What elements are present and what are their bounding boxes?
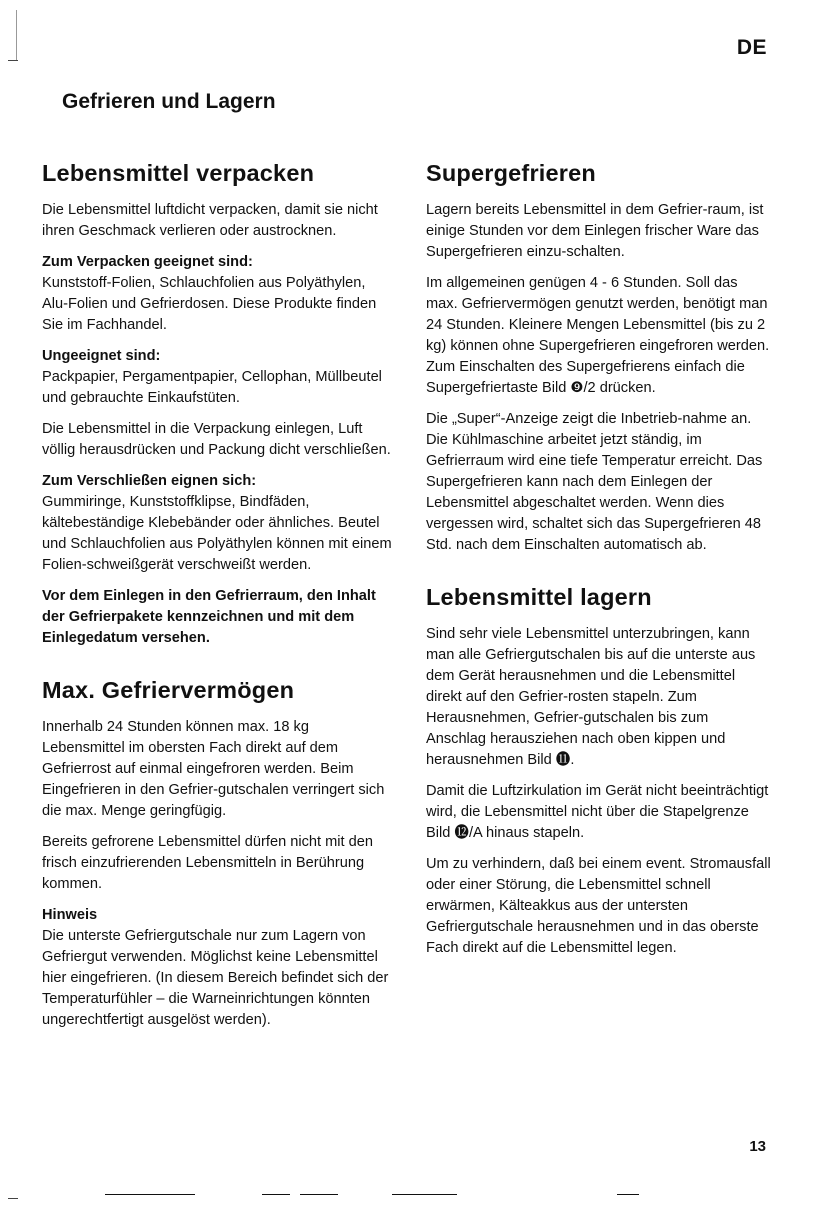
paragraph: Lagern bereits Lebensmittel in dem Gefrier-raum, ist einige Stunden vor dem Einlegen frischer Ware das Supergefrieren einzu-schalten.	[426, 202, 764, 260]
right-column	[426, 158, 771, 969]
scan-mark	[8, 1198, 18, 1199]
section-title-verpacken: Lebensmittel verpacken	[42, 160, 315, 186]
footer-rule	[617, 1194, 639, 1195]
paragraph-group	[42, 471, 392, 576]
subheading: Zum Verpacken geeignet sind:	[42, 254, 253, 270]
paragraph: Die „Super“-Anzeige zeigt die Inbetrieb-nahme an. Die Kühlmaschine arbeitet jetzt ständig, im Gefrierraum wird eine tiefe Temperatur erreicht. Das Supergefrieren kann nach dem Einlegen der Lebensmittel abgeschaltet werden. Wenn dies vergessen wird, schaltet sich das Supergefrieren 48 Std. nach dem Einschalten automatisch ab.	[426, 411, 763, 553]
footer-rule	[300, 1194, 338, 1195]
chapter-title: Gefrieren und Lagern	[62, 90, 276, 113]
section-title-gefriervermoegen: Max. Gefriervermögen	[42, 677, 295, 703]
language-code: DE	[736, 36, 767, 59]
paragraph: Um zu verhindern, daß bei einem event. Stromausfall oder einer Störung, die Lebensmittel schnell erwärmen, Kälteakkus aus der untersten Gefriergutschale herausnehmen und in das oberste Fach direkt auf die Lebensmittel legen.	[426, 856, 771, 956]
paragraph: Die Lebensmittel in die Verpackung einlegen, Luft völlig herausdrücken und Packung dicht verschließen.	[42, 421, 391, 458]
footer-rule	[262, 1194, 290, 1195]
subheading: Zum Verschließen eignen sich:	[42, 473, 257, 489]
section-title-lagern: Lebensmittel lagern	[426, 584, 652, 610]
paragraph: Sind sehr viele Lebensmittel unterzubringen, kann man alle Gefriergutschalen bis auf die unterste aus dem Gerät herausnehmen und die Lebensmittel direkt auf den Gefrier-rosten stapeln. Zum Herausnehmen, Gefrier-gutschalen bis zum Anschlag herausziehen nach oben kippen und herausnehmen Bild ⓫.	[426, 626, 756, 768]
footer-rule	[392, 1194, 457, 1195]
paragraph: Damit die Luftzirkulation im Gerät nicht beeinträchtigt wird, die Lebensmittel nicht über die Stapelgrenze Bild ⓬/A hinaus stapeln.	[426, 783, 769, 841]
subheading: Ungeeignet sind:	[42, 348, 161, 364]
paragraph-group	[42, 252, 392, 336]
paragraph-group	[42, 346, 392, 409]
paragraph: Gummiringe, Kunststoffklipse, Bindfäden, kältebeständige Klebebänder oder ähnliches. Beutel und Schlauchfolien aus Polyäthylen können mit einem Folien-schweißgerät verschweißt werden.	[42, 494, 392, 573]
paragraph: Bereits gefrorene Lebensmittel dürfen nicht mit den frisch einzufrierenden Lebensmitteln in Berührung kommen.	[42, 834, 373, 892]
scan-mark	[16, 10, 17, 60]
subheading-hinweis: Hinweis	[42, 907, 98, 923]
paragraph-group	[42, 905, 392, 1031]
scan-mark	[8, 60, 18, 61]
paragraph: Innerhalb 24 Stunden können max. 18 kg Lebensmittel im obersten Fach direkt auf dem Gefrierrost auf einmal eingefroren werden. Beim Eingefrieren in den Gefrier-gutschalen verringert sich die max. Menge geringfügig.	[42, 719, 385, 819]
left-column	[42, 158, 392, 1041]
paragraph: Packpapier, Pergamentpapier, Cellophan, Müllbeutel und gebrauchte Einkaufstüten.	[42, 369, 382, 406]
paragraph: Die Lebensmittel luftdicht verpacken, damit sie nicht ihren Geschmack verlieren oder austrocknen.	[42, 202, 378, 239]
paragraph: Im allgemeinen genügen 4 - 6 Stunden. Soll das max. Gefriervermögen genutzt werden, benötigt man 24 Stunden. Kleinere Mengen Lebensmittel (bis zu 2 kg) können ohne Supergefrieren eingefroren werden. Zum Einschalten des Supergefrierens einfach die Supergefriertaste Bild ❾/2 drücken.	[426, 275, 770, 396]
paragraph: Die unterste Gefriergutschale nur zum Lagern von Gefriergut verwenden. Möglichst keine Lebensmittel hier eingefrieren. (In diesem Bereich befindet sich der Temperaturfühler – die Warneinrichtungen könnten ungerechtfertigt ausgelöst werden).	[42, 928, 389, 1028]
footer-rule	[105, 1194, 195, 1195]
bold-note: Vor dem Einlegen in den Gefrierraum, den Inhalt der Gefrierpakete kennzeichnen und mit dem Einlegedatum versehen.	[42, 588, 376, 646]
page-number: 13	[749, 1138, 766, 1155]
section-title-supergefrieren: Supergefrieren	[426, 160, 596, 186]
paragraph: Kunststoff-Folien, Schlauchfolien aus Polyäthylen, Alu-Folien und Gefrierdosen. Diese Produkte finden Sie im Fachhandel.	[42, 275, 377, 333]
